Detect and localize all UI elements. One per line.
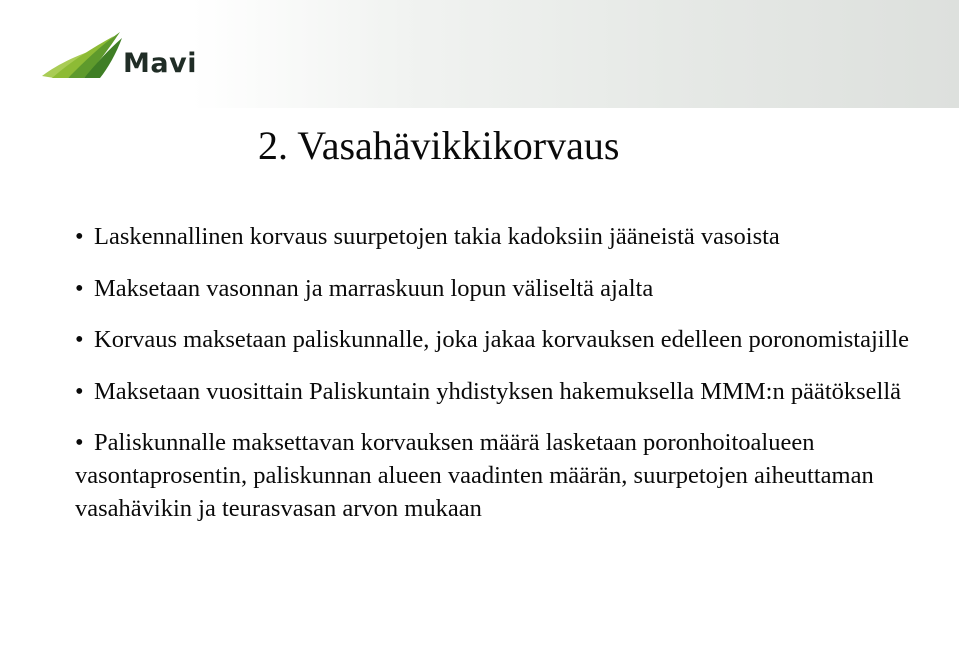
bullet-item xyxy=(75,323,935,356)
mavi-logo xyxy=(40,30,197,82)
bullet-marker: • xyxy=(75,223,84,250)
bullet-text: Paliskunnalle maksettavan korvauksen määrä lasketaan poronhoitoalueen vasontaprosentin, paliskunnan alueen vaadinten määrän, suurpetojen aiheuttaman vasahävikin ja teurasvasan arvon mukaan xyxy=(75,429,874,522)
bullet-marker: • xyxy=(75,326,84,353)
bullet-text: Korvaus maksetaan paliskunnalle, joka jakaa korvauksen edelleen poronomistajille xyxy=(94,326,910,353)
logo-text: Mavi xyxy=(123,48,197,79)
bullet-text: Maksetaan vuosittain Paliskuntain yhdistyksen hakemuksella MMM:n päätöksellä xyxy=(94,377,902,405)
bullet-list xyxy=(75,220,935,544)
bullet-marker: • xyxy=(75,377,84,405)
bullet-text: Laskennallinen korvaus suurpetojen takia kadoksiin jääneistä vasoista xyxy=(94,223,780,250)
bullet-text: Maksetaan vasonnan ja marraskuun lopun väliseltä ajalta xyxy=(94,274,654,302)
bullet-item xyxy=(75,272,935,305)
bullet-item xyxy=(75,220,935,253)
bullet-item xyxy=(75,426,935,525)
bullet-marker: • xyxy=(75,429,84,456)
bullet-item xyxy=(75,375,935,408)
slide-title: 2. Vasahävikkikorvaus xyxy=(258,123,620,168)
mavi-leaf-icon xyxy=(40,30,124,82)
bullet-marker: • xyxy=(75,274,84,302)
